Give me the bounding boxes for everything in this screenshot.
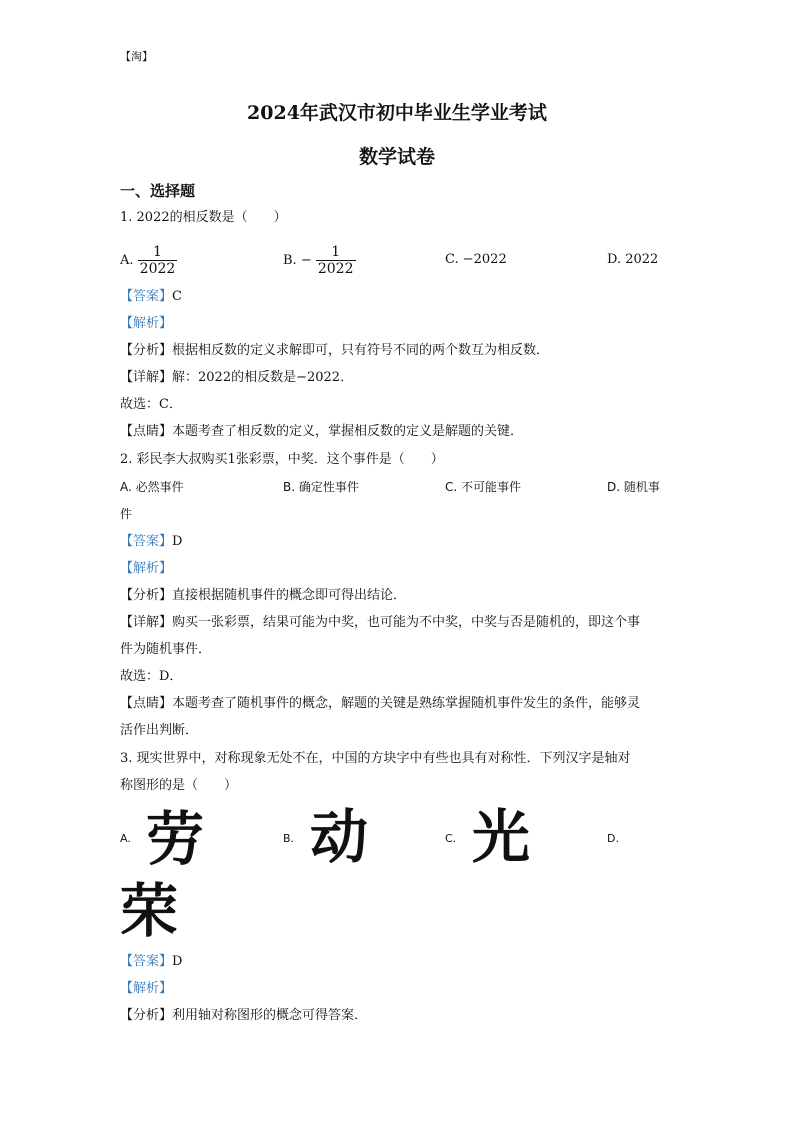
- xiangjie-tag: 【详解】: [120, 370, 173, 385]
- q1-answer: [120, 287, 182, 307]
- dianjing-text: 本题考查了随机事件的概念，解题的关键是熟练掌握随机事件发生的条件，能够灵: [172, 696, 641, 711]
- fraction-numerator: 1: [331, 244, 341, 260]
- exam-subtitle: 数学试卷: [358, 146, 435, 168]
- q2-option-c: C. 不可能事件: [445, 480, 522, 494]
- q3-option-a-label: A.: [120, 832, 131, 845]
- q2-xiangjie: [120, 613, 640, 633]
- q2-dianjing-wrap: 活作出判断．: [120, 723, 199, 738]
- q1-option-d: D. 2022: [607, 252, 659, 267]
- q1-analysis-tag: 【解析】: [120, 316, 173, 331]
- answer-value: D: [172, 954, 183, 969]
- section-heading: 一、选择题: [120, 182, 196, 200]
- q2-xiangjie-wrap: 件为随机事件．: [120, 642, 212, 657]
- fraction-numerator: 1: [153, 244, 162, 260]
- dianjing-tag: 【点睛】: [120, 424, 173, 439]
- fenxi-text: 直接根据随机事件的概念即可得出结论．: [172, 588, 407, 603]
- answer-tag: 【答案】: [120, 534, 173, 549]
- q3-stem-wrap: 称图形的是（ ）: [120, 778, 238, 793]
- exam-title: 2024年武汉市初中毕业生学业考试: [247, 102, 547, 124]
- q1-stem: 1. 2022的相反数是（ ）: [120, 210, 287, 225]
- fenxi-tag: 【分析】: [120, 588, 173, 603]
- q3-option-c-label: C.: [445, 832, 457, 845]
- q2-option-d: D. 随机事: [607, 480, 660, 494]
- q2-answer: [120, 532, 182, 552]
- q3-option-b-label: B.: [283, 832, 295, 845]
- fraction-denominator: 2022: [139, 261, 176, 277]
- q1-guxuan: 故选：C．: [120, 397, 182, 412]
- q2-dianjing: [120, 694, 640, 714]
- fenxi-tag: 【分析】: [120, 343, 173, 358]
- q2-option-b: B. 确定性事件: [283, 480, 359, 494]
- q2-guxuan: 故选：D．: [120, 669, 183, 684]
- q2-fenxi: [120, 586, 406, 606]
- fenxi-text: 根据相反数的定义求解即可，只有符号不同的两个数互为相反数．: [172, 343, 550, 358]
- header-tag: 【淘】: [120, 50, 153, 63]
- answer-tag: 【答案】: [120, 289, 173, 304]
- xiangjie-tag: 【详解】: [120, 615, 173, 630]
- q3-option-d-label: D.: [607, 832, 619, 845]
- q1-dianjing: [120, 422, 523, 442]
- q3-option-a-glyph: 劳: [146, 805, 205, 873]
- q3-option-c-glyph: 光: [472, 803, 531, 871]
- q1-xiangjie: [120, 368, 353, 388]
- q1-option-c: C. −2022: [445, 252, 507, 267]
- q3-option-b-glyph: 动: [310, 803, 369, 871]
- q1-option-a: [120, 244, 177, 277]
- q3-analysis-tag: 【解析】: [120, 981, 173, 996]
- answer-value: D: [172, 534, 183, 549]
- fraction-denominator: 2022: [317, 261, 354, 277]
- dianjing-text: 本题考查了相反数的定义，掌握相反数的定义是解题的关键．: [172, 424, 524, 439]
- q1-option-b-fraction: [316, 244, 356, 277]
- q2-stem: 2. 彩民李大叔购买1张彩票，中奖．这个事件是（ ）: [120, 452, 444, 467]
- q1-option-b-label: B. −: [283, 253, 312, 268]
- q3-answer: [120, 952, 182, 972]
- xiangjie-text: 解：2022的相反数是−2022．: [172, 370, 354, 385]
- q2-analysis-tag: 【解析】: [120, 561, 173, 576]
- q3-fenxi: [120, 1006, 367, 1026]
- q1-option-a-fraction: [138, 244, 178, 277]
- q3-option-d-glyph: 荣: [120, 877, 179, 945]
- fenxi-tag: 【分析】: [120, 1008, 173, 1023]
- answer-tag: 【答案】: [120, 954, 173, 969]
- xiangjie-text: 购买一张彩票，结果可能为中奖，也可能为不中奖，中奖与否是随机的，即这个事: [172, 615, 641, 630]
- q1-option-a-label: A.: [120, 253, 134, 268]
- answer-value: C: [172, 289, 182, 304]
- q2-option-a: A. 必然事件: [120, 480, 184, 494]
- dianjing-tag: 【点睛】: [120, 696, 173, 711]
- q1-option-b: [283, 244, 356, 277]
- q2-option-d-wrap: 件: [120, 507, 133, 521]
- q1-fenxi: [120, 341, 549, 361]
- fenxi-text: 利用轴对称图形的概念可得答案．: [172, 1008, 368, 1023]
- q3-stem: 3. 现实世界中，对称现象无处不在，中国的方块字中有些也具有对称性．下列汉字是轴对: [120, 751, 631, 766]
